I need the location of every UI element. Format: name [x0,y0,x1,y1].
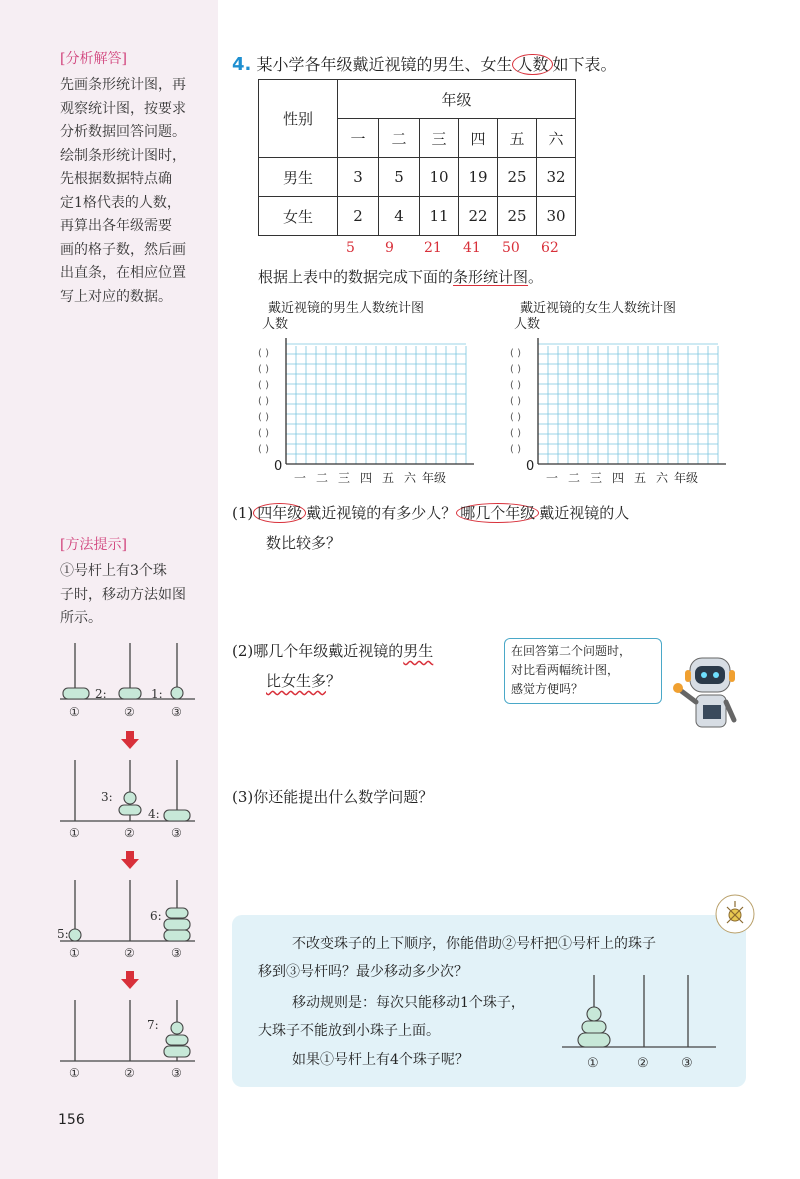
q1-number: (1) [232,504,254,522]
analysis-line: 绘制条形统计图时， [60,147,186,164]
q1-circled-a: 四年级 [253,503,306,523]
speech-bubble [504,638,662,704]
x-tick-label: 二 [316,471,329,485]
q1-text-end: 戴近视镜的人 [539,504,630,522]
x-tick-label: 一 [546,471,559,485]
value-cell: 25 [498,158,537,197]
y-tick-label: ( ) [510,412,521,423]
q2-wavy-2: 比女生多 [266,672,327,690]
x-tick-label: 三 [590,471,603,485]
x-tick-label: 四 [360,471,373,485]
y-tick-label: ( ) [510,348,521,359]
step-label-1: 1: [151,687,163,701]
bug-icon [714,893,756,935]
question-1 [232,498,752,558]
boys-chart [248,292,498,490]
method-line: ①号杆上有3个珠 [60,563,167,579]
analysis-line: 先画条形统计图，再 [60,77,186,93]
analysis-line: 观察统计图，按要求 [60,100,186,117]
y-tick-label: ( ) [258,412,269,423]
y-tick-label: ( ) [258,380,269,391]
page-number: 156 [58,1112,85,1128]
analysis-line: 写上对应的数据。 [60,288,172,305]
hanoi-steps-diagram [55,635,215,1090]
x-tick-label: 一 [294,471,307,485]
rod-label: ① [69,1066,80,1080]
y-axis-label: 人数 [262,317,289,332]
rod-label: ② [124,946,135,960]
q2-end: ？ [326,672,342,690]
title-text: 某小学各年级戴近视镜的男生、女生 [256,55,513,74]
rod-label: ② [124,705,135,719]
puzzle-line: 如果①号杆上有4个珠子呢？ [292,1052,469,1068]
analysis-line: 定1格代表的人数， [60,194,181,211]
rod-label: ① [69,705,80,719]
rod-label: ① [69,946,80,960]
x-tick-label: 六 [404,471,417,485]
grade-cell: 三 [420,119,459,158]
rod-label: ③ [171,1066,182,1080]
data-table [258,79,576,236]
grade-cell: 一 [338,119,379,158]
value-cell: 22 [459,197,498,236]
rod-label: ① [587,1056,599,1071]
method-tag: [方法提示] [60,537,127,553]
rod-label: ② [124,826,135,840]
row-header: 性别 [259,80,338,158]
title-circled: 人数 [512,54,552,75]
bubble-line: 感觉方便吗？ [511,682,584,696]
x-tick-label: 四 [612,471,625,485]
question-number: 4. [232,54,252,75]
total-value: 5 [346,240,355,256]
sidebar [0,0,218,1179]
grade-cell: 四 [459,119,498,158]
q1-circled-b: 哪几个年级 [456,503,539,523]
rod-label: ③ [171,946,182,960]
question-2 [232,636,502,696]
bubble-line: 对比看两幅统计图， [511,663,620,677]
y-axis-label: 人数 [514,317,541,332]
y-tick-label: ( ) [510,396,521,407]
rod-label: ② [637,1056,649,1071]
analysis-line: 画的格子数，然后画 [60,241,186,258]
analysis-tag: [分析解答] [60,51,127,67]
chart-title: 戴近视镜的女生人数统计图 [520,301,677,316]
grade-cell: 二 [379,119,420,158]
chart-title: 戴近视镜的男生人数统计图 [268,301,425,316]
value-cell: 25 [498,197,537,236]
puzzle-line: 移到③号杆吗？最少移动多少次？ [258,964,468,980]
y-tick-label: ( ) [258,444,269,455]
total-value: 21 [424,240,442,256]
x-axis-label: 年级 [674,471,699,485]
row-label: 男生 [259,158,338,197]
rod-label: ③ [171,705,182,719]
analysis-line: 先根据数据特点确 [60,171,172,187]
q1-text: 戴近视镜的有多少人？ [306,504,457,522]
value-cell: 3 [338,158,379,197]
analysis-line: 分析数据回答问题。 [60,124,186,140]
total-value: 9 [385,240,394,256]
instruction-underlined: 条形统计图 [453,268,529,286]
total-value: 41 [463,240,481,256]
value-cell: 32 [537,158,576,197]
col-header: 年级 [338,80,576,119]
y-tick-label: ( ) [510,364,521,375]
instruction-text: 根据上表中的数据完成下面的 [258,268,454,286]
grade-cell: 六 [537,119,576,158]
total-value: 62 [541,240,559,256]
y-tick-label: ( ) [258,396,269,407]
q3-text: 你还能提出什么数学问题？ [253,788,434,806]
y-tick-label: ( ) [510,428,521,439]
analysis-line: 出直条，在相应位置 [60,265,186,281]
value-cell: 2 [338,197,379,236]
question-4-title [232,52,617,75]
analysis-line: 再算出各年级需要 [60,218,172,234]
value-cell: 19 [459,158,498,197]
puzzle-rods-diagram [558,967,728,1077]
method-line: 子时，移动方法如图 [60,586,186,603]
method-line: 所示。 [60,610,102,626]
x-tick-label: 五 [382,471,395,485]
y-tick-label: ( ) [258,364,269,375]
girls-chart [500,292,750,490]
origin-label: 0 [526,459,535,474]
q2-wavy-1: 男生 [403,642,434,660]
grade-cell: 五 [498,119,537,158]
value-cell: 4 [379,197,420,236]
x-axis-label: 年级 [422,471,447,485]
value-cell: 10 [420,158,459,197]
step-label-5: 5: [57,927,69,941]
instruction-end: 。 [528,268,544,286]
total-value: 50 [502,240,520,256]
rod-label: ① [69,826,80,840]
step-label-2: 2: [95,687,107,701]
origin-label: 0 [274,459,283,474]
x-tick-label: 二 [568,471,581,485]
analysis-text [60,74,210,309]
q2-number: (2) [232,642,254,660]
row-label: 女生 [259,197,338,236]
method-text [60,560,210,631]
value-cell: 11 [420,197,459,236]
y-tick-label: ( ) [258,348,269,359]
step-label-4: 4: [148,807,160,821]
rod-label: ② [124,1066,135,1080]
puzzle-line: 不改变珠子的上下顺序，你能借助②号杆把①号杆上的珠子 [292,936,656,952]
rod-label: ③ [171,826,182,840]
step-label-3: 3: [101,790,113,804]
value-cell: 30 [537,197,576,236]
bubble-line: 在回答第二个问题时， [511,644,632,658]
x-tick-label: 六 [656,471,669,485]
q2-text: 哪几个年级戴近视镜的 [253,642,404,660]
title-text-end: 如下表。 [552,55,617,74]
step-label-7: 7: [147,1018,159,1032]
chart-instruction [258,266,543,287]
x-tick-label: 三 [338,471,351,485]
rod-label: ③ [681,1056,693,1071]
robot-icon [668,650,748,750]
value-cell: 5 [379,158,420,197]
puzzle-line: 大珠子不能放到小珠子上面。 [258,1023,440,1039]
step-label-6: 6: [150,909,162,923]
puzzle-box [232,915,746,1087]
y-tick-label: ( ) [258,428,269,439]
question-3 [232,786,433,807]
y-tick-label: ( ) [510,444,521,455]
x-tick-label: 五 [634,471,647,485]
y-tick-label: ( ) [510,380,521,391]
q1-line2: 数比较多？ [266,534,342,552]
q3-number: (3) [232,788,254,806]
puzzle-line: 移动规则是：每次只能移动1个珠子， [292,995,525,1011]
